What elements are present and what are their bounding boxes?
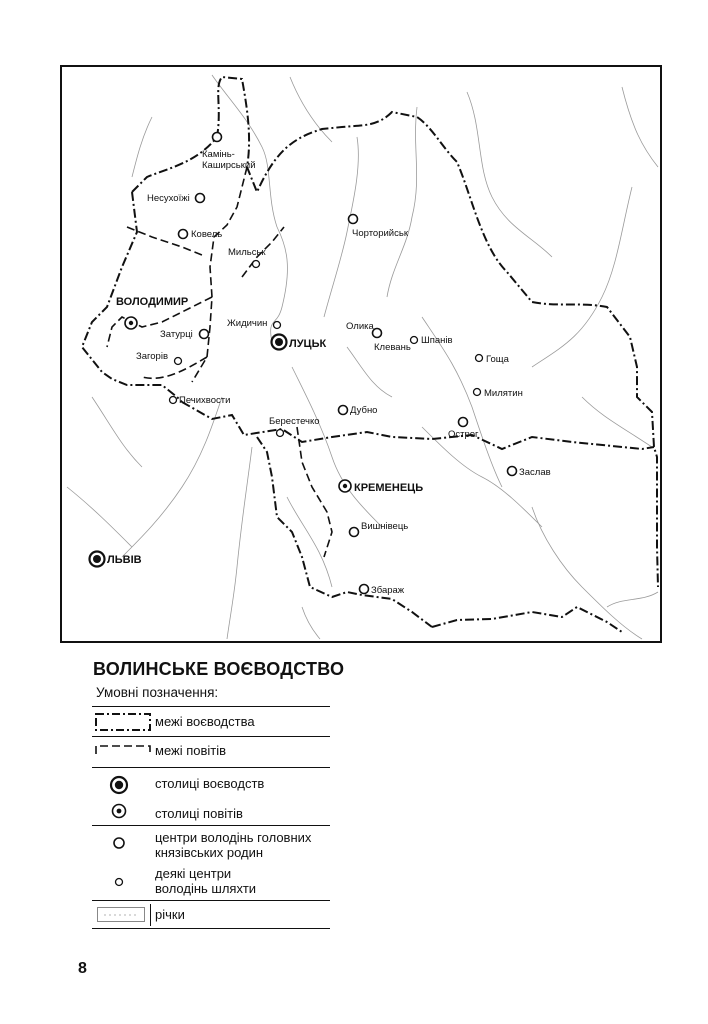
place-label: Берестечко <box>269 416 320 427</box>
river <box>227 447 252 639</box>
river <box>122 397 222 557</box>
page-number: 8 <box>78 960 87 977</box>
district-border-symbol <box>95 742 151 756</box>
river <box>347 347 392 397</box>
city-label: КРЕМЕНЕЦЬ <box>354 482 424 494</box>
voivodeship-capital-symbol <box>108 774 130 796</box>
district-capital-symbol <box>109 801 129 821</box>
legend-label: річки <box>155 907 185 922</box>
legend-label: деякі центри володінь шляхти <box>155 866 257 896</box>
legend-divider <box>92 825 330 826</box>
place-label: Жидичин <box>227 318 268 329</box>
city-marker-lviv <box>90 552 142 567</box>
place-label: Острог <box>448 429 479 440</box>
city-label: ЛУЦЬК <box>289 338 327 350</box>
place-label: Шпанів <box>421 335 453 346</box>
place-label: Загорів <box>136 351 169 362</box>
river <box>607 592 658 607</box>
legend-divider <box>92 928 330 929</box>
city-marker-kremenets <box>339 480 423 494</box>
place-label: Олика <box>346 321 374 332</box>
river <box>324 137 358 317</box>
river-symbol <box>97 907 145 922</box>
legend-label: столиці воєводств <box>155 776 265 791</box>
river <box>387 107 417 297</box>
district-borders <box>107 167 332 557</box>
river <box>67 487 132 547</box>
river <box>467 92 552 257</box>
legend-label: столиці повітів <box>155 806 243 821</box>
place-label: Милятин <box>484 388 523 399</box>
legend-divider <box>92 900 330 901</box>
place-label: Камінь-Каширський <box>202 149 256 171</box>
river <box>132 117 152 177</box>
river <box>582 397 652 447</box>
place-label: Клевань <box>374 342 411 353</box>
place-label: Вишнівець <box>361 521 409 532</box>
legend-label: межі воєводства <box>155 714 255 729</box>
legend-divider <box>92 736 330 737</box>
place-label: Збараж <box>371 585 405 596</box>
place-label: Ковель <box>191 229 223 240</box>
legend-divider <box>150 904 151 926</box>
city-label: ВОЛОДИМИР <box>116 296 189 308</box>
place-label: Гоща <box>486 354 509 365</box>
river <box>532 187 632 367</box>
city-marker-lutsk <box>272 335 327 351</box>
gentry-labels <box>136 247 523 427</box>
place-label: Чорторийськ <box>352 228 408 239</box>
place-label: Несухоїжі <box>147 193 190 204</box>
city-label: ЛЬВІВ <box>107 554 142 566</box>
legend-label: межі повітів <box>155 743 227 758</box>
river <box>92 397 142 467</box>
voivodeship-border-symbol <box>95 712 151 732</box>
voivodeship-border <box>82 77 658 632</box>
place-label: Заслав <box>519 467 551 478</box>
map-frame <box>60 65 662 643</box>
place-label: Мильськ <box>228 247 266 258</box>
legend-label: центри володінь головних князівських родин <box>155 830 312 860</box>
legend-divider <box>92 767 330 768</box>
princely-centers <box>179 133 517 594</box>
place-label: Дубно <box>350 405 378 416</box>
river <box>292 367 382 527</box>
place-label: Затурці <box>160 329 193 340</box>
river <box>532 507 642 639</box>
map <box>62 67 660 641</box>
gentry-center-symbol <box>111 874 127 890</box>
place-label: Печихвости <box>179 395 231 406</box>
legend-title: ВОЛИНСЬКЕ ВОЄВОДСТВО <box>93 659 345 679</box>
river <box>622 87 658 167</box>
princely-center-symbol <box>110 834 128 852</box>
river <box>302 607 320 639</box>
legend-divider <box>92 706 330 707</box>
legend-subtitle: Умовні позначення: <box>96 685 219 700</box>
